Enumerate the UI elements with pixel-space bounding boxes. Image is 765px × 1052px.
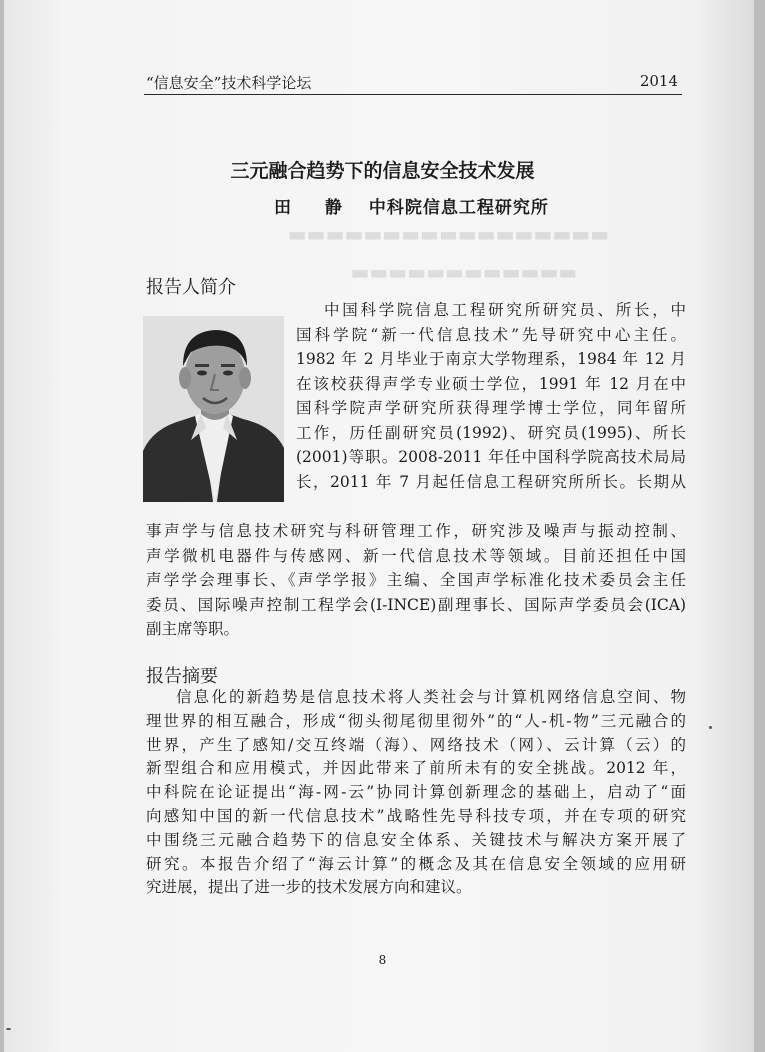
abstract-heading: 报告摘要	[146, 666, 218, 687]
running-header	[144, 72, 682, 95]
abstract-line: 中科院在论证提出“海-网-云”协同计算创新理念的基础上，启动了“面	[146, 783, 686, 802]
bio-line: 1982 年 2 月毕业于南京大学物理系，1984 年 12 月	[296, 350, 686, 368]
bio-line: 副主席等职。	[146, 620, 240, 638]
abstract-line: 研究。本报告介绍了“海云计算”的概念及其在信息安全领域的应用研	[146, 854, 686, 873]
abstract-line: 理世界的相互融合，形成“彻头彻尾彻里彻外”的“人-机-物”三元融合的	[146, 711, 686, 730]
abstract-line: 世界，产生了感知/交互终端（海）、网络技术（网）、云计算（云）的	[146, 735, 686, 754]
abstract-line: 究进展，提出了进一步的技术发展方向和建议。	[146, 878, 472, 897]
bio-paragraph-upper	[296, 298, 686, 494]
header-journal-title: “信息安全”技术科学论坛	[146, 74, 312, 92]
bio-line: 事声学与信息技术研究与科研管理工作，研究涉及噪声与振动控制、	[146, 522, 686, 540]
author-photo	[143, 316, 284, 502]
show-through-text: ▬▬▬▬▬▬▬▬▬▬▬▬▬▬▬▬▬ ▬▬▬▬▬▬▬▬▬▬▬▬	[287, 222, 609, 284]
page-number: 8	[378, 953, 387, 967]
bio-line: (2001)等职。2008-2011 年任中国科学院高技术局局	[296, 448, 686, 466]
bio-line: 国科学院声学研究所获得理学博士学位，同年留所	[296, 399, 686, 417]
abstract-line: 新型组合和应用模式，并因此带来了前所未有的安全挑战。2012 年，	[146, 759, 686, 778]
abstract-line: 中围绕三元融合趋势下的信息安全体系、关键技术与解决方案开展了	[146, 830, 686, 849]
abstract-line: 向感知中国的新一代信息技术”战略性先导科技专项，并在专项的研究	[146, 806, 686, 825]
bio-paragraph-lower	[146, 519, 686, 642]
bio-line: 委员、国际噪声控制工程学会(I-INCE)副理事长、国际声学委员会(ICA)	[146, 595, 686, 614]
scan-speck	[709, 726, 712, 729]
abstract-line: 信息化的新趋势是信息技术将人类社会与计算机网络信息空间、物	[176, 688, 686, 706]
bio-line: 声学微机电器件与传感网、新一代信息技术等领域。目前还担任中国	[146, 546, 686, 565]
scan-speck	[6, 1028, 11, 1030]
bio-line: 中国科学院信息工程研究所研究员、所长，中	[324, 301, 686, 319]
abstract-paragraph	[146, 686, 686, 900]
author-affiliation: 中科院信息工程研究所	[368, 198, 549, 218]
header-year: 2014	[639, 72, 678, 90]
article-title: 三元融合趋势下的信息安全技术发展	[230, 160, 535, 182]
bio-line: 在该校获得声学专业硕士学位，1991 年 12 月在中	[296, 374, 686, 393]
bio-line: 长，2011 年 7 月起任信息工程研究所所长。长期从	[296, 472, 686, 491]
author-name: 田 静	[274, 198, 356, 218]
bio-heading: 报告人简介	[146, 277, 236, 298]
bio-line: 工作，历任副研究员(1992)、研究员(1995)、所长	[296, 423, 686, 442]
bio-line: 国科学院“新一代信息技术”先导研究中心主任。	[296, 325, 686, 344]
author-line	[274, 193, 549, 218]
bio-line: 声学学会理事长、《声学学报》主编、全国声学标准化技术委员会主任	[146, 571, 686, 589]
